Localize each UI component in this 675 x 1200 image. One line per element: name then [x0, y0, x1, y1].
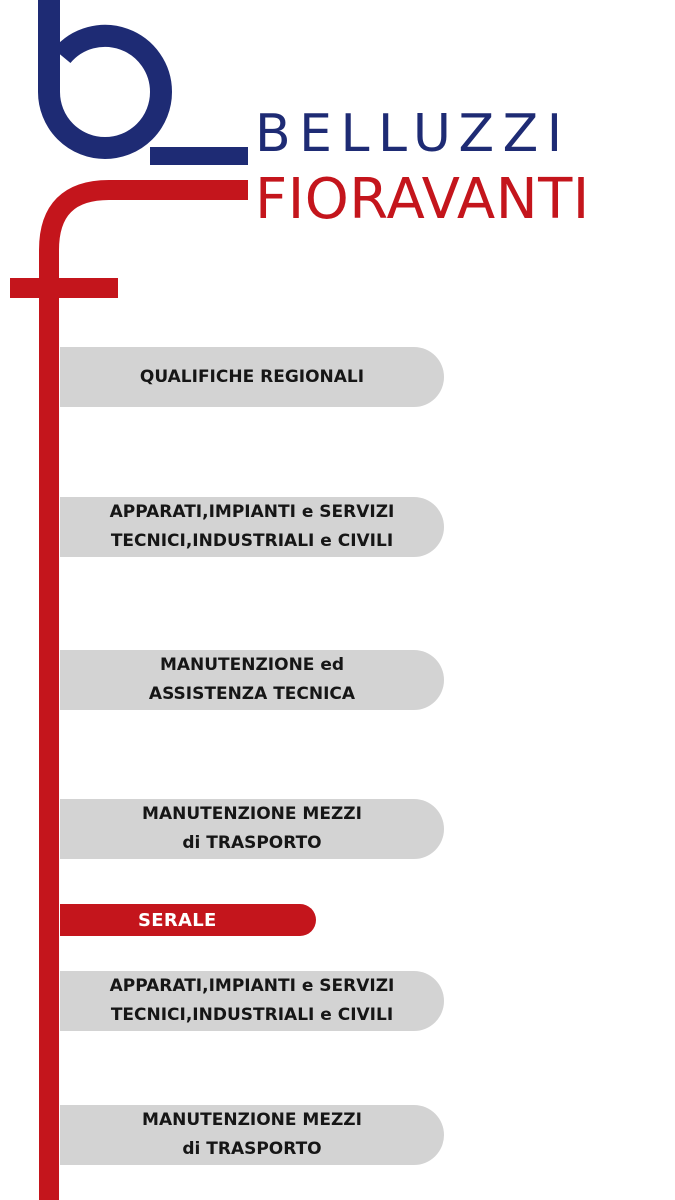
menu-item-serale-apparati-impianti[interactable] [60, 971, 444, 1031]
menu-item-apparati-impianti[interactable] [60, 497, 444, 557]
brand-name-belluzzi: BELLUZZI [255, 104, 571, 164]
menu-item-label: MANUTENZIONE ed ASSISTENZA TECNICA [148, 655, 356, 704]
section-header-serale [60, 904, 316, 936]
menu-item-label: APPARATI,IMPIANTI e SERVIZI TECNICI,INDUSTRIALI e CIVILI [109, 976, 395, 1025]
menu-item-label: APPARATI,IMPIANTI e SERVIZI TECNICI,INDUSTRIALI e CIVILI [109, 502, 395, 551]
menu-item-manutenzione-assistenza[interactable] [60, 650, 444, 710]
menu-item-label: MANUTENZIONE MEZZI di TRASPORTO [142, 1110, 362, 1159]
brand-name-fioravanti: FIORAVANTI [255, 167, 590, 232]
section-header-label: SERALE [138, 909, 217, 931]
menu-item-serale-manutenzione-mezzi[interactable] [60, 1105, 444, 1165]
menu-item-qualifiche-regionali[interactable] [60, 347, 444, 407]
logo-b-underline [150, 147, 248, 165]
menu-item-manutenzione-mezzi[interactable] [60, 799, 444, 859]
menu-item-label: QUALIFICHE REGIONALI [139, 366, 365, 387]
logo-b-shape [49, 0, 161, 148]
logo-f-crossbar [10, 278, 118, 298]
menu-item-label: MANUTENZIONE MEZZI di TRASPORTO [142, 804, 362, 853]
